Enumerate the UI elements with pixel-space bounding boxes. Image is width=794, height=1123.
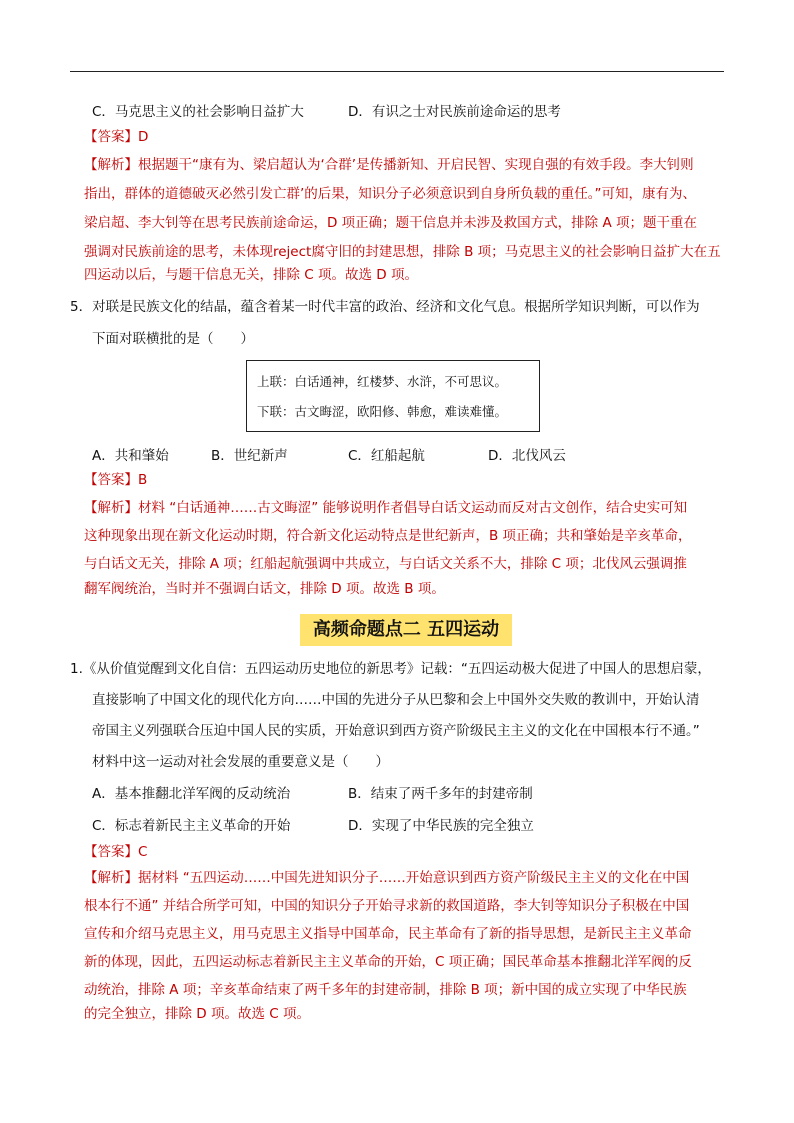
q4-analysis-line-1	[84, 155, 694, 175]
q1-analysis-line-1	[84, 868, 689, 888]
q1-stem-line-2: 直接影响了中国文化的现代化方向……中国的先进分子从巴黎和会上中国外交失败的教训中，开始认清	[92, 692, 700, 708]
q5-answer	[84, 470, 147, 490]
q1-analysis-line-5: 动统治，排除 A 项；辛亥革命结束了两千多年的封建帝制，排除 B 项；新中国的成立实现了中华民族	[84, 982, 687, 998]
q1-option-a: A．基本推翻北洋军阀的反动统治	[92, 786, 291, 802]
q1-analysis-line-4: 新的体现，因此，五四运动标志着新民主主义革命的开始，C 项正确；国民革命基本推翻北洋军阀的反	[84, 954, 692, 970]
header-rule	[70, 71, 724, 72]
analysis-text: 材料 “白话通神……古文晦涩” 能够说明作者倡导白话文运动而反对古文创作，结合史实可知	[138, 500, 688, 516]
section-heading: 高频命题点二 五四运动	[300, 614, 512, 646]
analysis-text: 据材料 “五四运动……中国先进知识分子……开始意识到西方资产阶级民主主义的文化在中国	[138, 870, 690, 886]
q4-analysis-line-2: 指出，群体的道德破灭必然引发亡群’的后果，知识分子必须意识到自身所负载的重任。”可知，康有为、	[84, 186, 697, 202]
q4-analysis-line-3: 梁启超、李大钊等在思考民族前途命运，D 项正确；题干信息并未涉及救国方式，排除 A 项；题干重在	[84, 215, 698, 231]
answer-tag: 【答案】	[84, 844, 138, 860]
q5-stem-line-2: 下面对联横批的是（ ）	[92, 331, 254, 347]
q5-analysis-line-3: 与白话文无关，排除 A 项；红船起航强调中共成立，与白话文关系不大，排除 C 项；北伐风云强调推	[84, 556, 687, 572]
q4-analysis-line-5: 四运动以后，与题干信息无关，排除 C 项。故选 D 项。	[84, 267, 418, 283]
q5-analysis-line-4: 翻军阀统治，当时并不强调白话文，排除 D 项。故选 B 项。	[84, 581, 445, 597]
q1-stem-line-4: 材料中这一运动对社会发展的重要意义是（ ）	[92, 754, 389, 770]
q1-analysis-line-6: 的完全独立，排除 D 项。故选 C 项。	[84, 1006, 310, 1022]
q1-stem-line-3: 帝国主义列强联合压迫中国人民的实质，开始意识到西方资产阶级民主主义的文化在中国根本行不通。”	[92, 723, 700, 739]
q5-option-d: D．北伐风云	[488, 448, 566, 464]
answer-tag: 【答案】	[84, 129, 138, 145]
couplet-lower: 下联：古文晦涩，欧阳修、韩愈，难读难懂。	[257, 404, 508, 419]
analysis-tag: 【解析】	[84, 870, 138, 886]
q1-stem-line-1: 1.《从价值觉醒到文化自信：五四运动历史地位的新思考》记载：“五四运动极大促进了中国人的思想启蒙，	[70, 661, 711, 677]
analysis-text: 根据题干“康有为、梁启超认为‘合群’是传播新知、开启民智、实现自强的有效手段。李大钊则	[138, 157, 694, 173]
q1-option-b: B．结束了两千多年的封建帝制	[348, 786, 533, 802]
couplet-upper: 上联：白话通神，红楼梦、水浒，不可思议。	[257, 374, 508, 389]
q4-option-c: C．马克思主义的社会影响日益扩大	[92, 104, 304, 120]
q5-analysis-line-2: 这种现象出现在新文化运动时期，符合新文化运动特点是世纪新声，B 项正确；共和肇始是辛亥革命，	[84, 528, 692, 544]
q4-option-d: D．有识之士对民族前途命运的思考	[348, 104, 561, 120]
q5-option-a: A．共和肇始	[92, 448, 169, 464]
answer-tag: 【答案】	[84, 472, 138, 488]
q5-stem-line-1: 5．对联是民族文化的结晶，蕴含着某一时代丰富的政治、经济和文化气息。根据所学知识判断，可以作为	[70, 299, 700, 315]
analysis-tag: 【解析】	[84, 500, 138, 516]
q1-option-c: C．标志着新民主主义革命的开始	[92, 818, 291, 834]
q5-analysis-line-1	[84, 498, 687, 518]
couplet-box	[246, 360, 540, 432]
q4-analysis-line-4: 强调对民族前途的思考，未体现reject腐守旧的封建思想，排除 B 项；马克思主义的社会影响日益扩大在五	[84, 244, 721, 260]
answer-value: B	[138, 472, 148, 488]
q5-option-c: C．红船起航	[348, 448, 425, 464]
q4-answer	[84, 127, 148, 147]
answer-value: D	[138, 129, 149, 145]
q1-answer	[84, 842, 147, 862]
analysis-tag: 【解析】	[84, 157, 138, 173]
q1-analysis-line-2: 根本行不通” 并结合所学可知，中国的知识分子开始寻求新的救国道路，李大钊等知识分子积极在中国	[84, 898, 690, 914]
q5-option-b: B．世纪新声	[211, 448, 288, 464]
q1-analysis-line-3: 宣传和介绍马克思主义，用马克思主义指导中国革命，民主革命有了新的指导思想，是新民主主义革命	[84, 926, 692, 942]
answer-value: C	[138, 844, 148, 860]
q1-option-d: D．实现了中华民族的完全独立	[348, 818, 534, 834]
